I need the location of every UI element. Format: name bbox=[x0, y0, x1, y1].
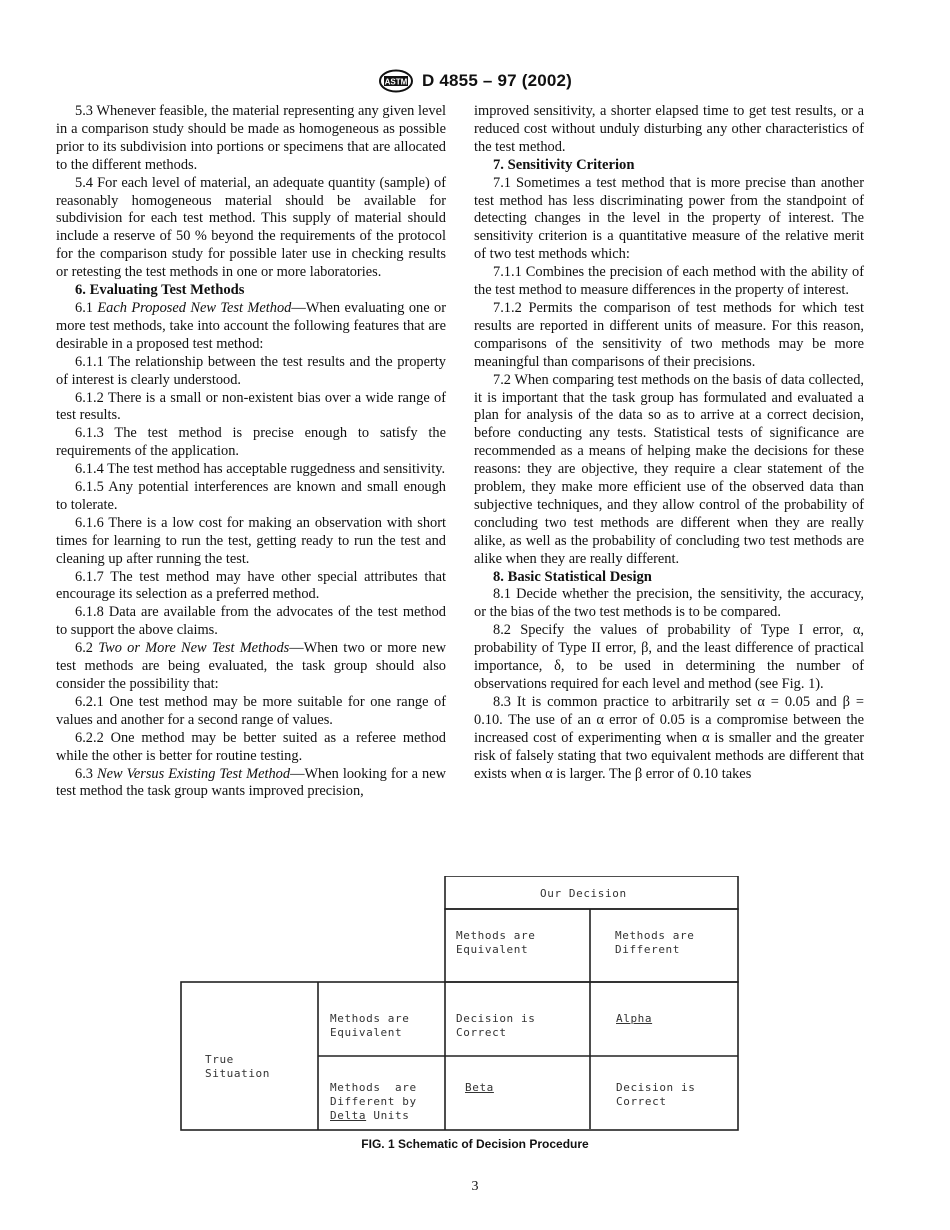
true-situation-label: True Situation bbox=[205, 1053, 271, 1080]
paragraph-number: 6.2 bbox=[75, 640, 93, 657]
paragraph: 6.1.3 The test method is precise enough to satisfy the requirements of the application. bbox=[56, 425, 446, 460]
cell-decision-correct-2: Decision is Correct bbox=[616, 1081, 696, 1108]
units-label: Units bbox=[366, 1109, 410, 1122]
paragraph: 8.3 It is common practice to arbitrarily set α = 0.05 and β = 0.10. The use of an α error of 0.05 is a compromise between the increased cost of experimenting when α is smaller and the greater risk of falsely stating that two equivalent methods are different that exists when α is larger. The β error of 0.10 takes bbox=[474, 693, 864, 782]
right-column bbox=[474, 103, 864, 783]
page-number: 3 bbox=[471, 1179, 479, 1194]
paragraph-text: —When two or more new test methods are being evaluated, the task group should also consider the possibility that: bbox=[56, 640, 446, 692]
paragraph: 5.3 Whenever feasible, the material representing any given level in a comparison study should be made as homogeneous as possible prior to its subdivision into portions or specimens that are allocated to the different methods. bbox=[56, 103, 446, 173]
paragraph-number: 6.1 bbox=[75, 299, 93, 316]
our-decision-label: Our Decision bbox=[540, 887, 627, 900]
paragraph: 6.1.6 There is a low cost for making an observation with short times for learning to run the test, getting ready to run the test and cleaning up after running the test. bbox=[56, 514, 446, 567]
page-header bbox=[0, 68, 950, 94]
paragraph: 7.2 When comparing test methods on the basis of data collected, it is important that the task group has formulated and evaluated a plan for analysis of the data so as to arrive at a correct decision, before conducting any tests. Statistical tests of significance are recommended as a means of helping make the decisions for these reasons: they are objective, they require a clear statement of the problem, they make more efficient use of the observed data than subjective techniques, and they allow control of the probability of concluding two test methods are different when they are really alike, as well as the probability of concluding two test methods are alike when they are really different. bbox=[474, 371, 864, 567]
paragraph-title: Each Proposed New Test Method bbox=[97, 299, 292, 316]
paragraph-title: Two or More New Test Methods bbox=[98, 640, 290, 657]
delta-label: Delta bbox=[330, 1109, 367, 1122]
paragraph bbox=[56, 300, 446, 354]
paragraph: 6.1.4 The test method has acceptable ruggedness and sensitivity. bbox=[75, 461, 446, 478]
cell-beta: Beta bbox=[465, 1081, 494, 1094]
paragraph: 6.1.8 Data are available from the advocates of the test method to support the above claims. bbox=[56, 604, 446, 639]
astm-logo-icon bbox=[378, 69, 414, 93]
paragraph: 8.1 Decide whether the precision, the sensitivity, the accuracy, or the bias of the two test methods is to be compared. bbox=[474, 586, 864, 621]
document-designation: D 4855 – 97 (2002) bbox=[421, 71, 573, 90]
paragraph: 5.4 For each level of material, an adequate quantity (sample) of reasonably homogeneous material should be available for subdivision for each test method. This supply of material should include a reserve of 50 % beyond the requirements of the protocol for the comparison study for possible later use in checking results or retesting the test methods in one or more laboratories. bbox=[56, 174, 446, 281]
row-header-equivalent: Methods are Equivalent bbox=[330, 1012, 410, 1039]
paragraph: 6.1.2 There is a small or non-existent bias over a wide range of test results. bbox=[56, 389, 446, 424]
col-header-equivalent: Methods are Equivalent bbox=[456, 929, 536, 956]
row-different-text: Methods are Different by bbox=[330, 1081, 417, 1108]
left-column bbox=[56, 103, 446, 801]
cell-alpha: Alpha bbox=[616, 1012, 653, 1025]
row-header-different bbox=[330, 1081, 417, 1123]
paragraph: improved sensitivity, a shorter elapsed time to get test results, or a reduced cost without unduly disturbing any other characteristics of the test method. bbox=[474, 103, 864, 155]
figure-caption: FIG. 1 Schematic of Decision Procedure bbox=[361, 1137, 589, 1151]
paragraph: 6.1.7 The test method may have other special attributes that encourage its selection as a preferred method. bbox=[56, 568, 446, 603]
cell-decision-correct-1: Decision is Correct bbox=[456, 1012, 536, 1039]
paragraph-text: —When looking for a new test method the task group wants improved precision, bbox=[56, 765, 446, 800]
paragraph: 6.2.1 One test method may be more suitable for one range of values and another for a second range of values. bbox=[56, 693, 446, 728]
paragraph-number: 6.3 bbox=[75, 765, 93, 782]
svg-text:ASTM: ASTM bbox=[384, 77, 408, 87]
paragraph bbox=[56, 766, 446, 802]
section-heading: 7. Sensitivity Criterion bbox=[493, 156, 635, 173]
paragraph: 6.2.2 One method may be better suited as a referee method while the other is better for routine testing. bbox=[56, 729, 446, 764]
paragraph-title: New Versus Existing Test Method bbox=[97, 765, 291, 782]
paragraph: 7.1.2 Permits the comparison of test methods for which test results are reported in different units of measure. For this reason, comparisons of the sensitivity of two methods may be more meaningful than comparisons of their precisions. bbox=[474, 299, 864, 370]
paragraph: 6.1.5 Any potential interferences are known and small enough to tolerate. bbox=[56, 479, 446, 513]
paragraph-text: —When evaluating one or more test methods, take into account the following features that are desirable in a proposed test method: bbox=[56, 299, 446, 352]
paragraph: 7.1 Sometimes a test method that is more precise than another test method has less discriminating power from the standpoint of detecting changes in the level in the property of interest. The sensitivity criterion is a quantitative measure of the relative merit of two test methods which: bbox=[474, 174, 864, 263]
section-heading: 8. Basic Statistical Design bbox=[493, 568, 652, 585]
paragraph bbox=[56, 640, 446, 694]
col-header-different: Methods are Different bbox=[615, 929, 695, 956]
paragraph: 7.1.1 Combines the precision of each method with the ability of the test method to measure differences in the property of interest. bbox=[474, 264, 864, 299]
paragraph: 8.2 Specify the values of probability of Type I error, α, probability of Type II error, β, and the least difference of practical importance, δ, to be used in determining the number of observations required for each level and method (see Fig. 1). bbox=[474, 622, 864, 692]
paragraph: 6.1.1 The relationship between the test results and the property of interest is clearly understood. bbox=[56, 353, 446, 388]
section-heading: 6. Evaluating Test Methods bbox=[75, 282, 245, 299]
figure-decision-table bbox=[180, 876, 740, 1131]
